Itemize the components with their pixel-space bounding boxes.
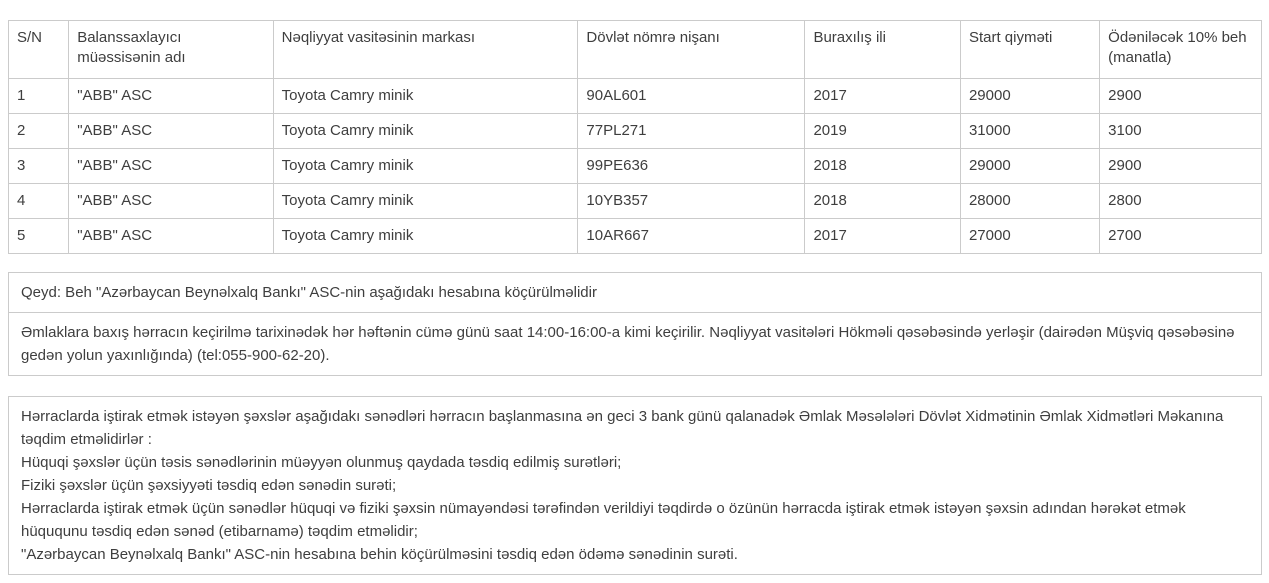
cell-sn: 3 xyxy=(9,149,69,184)
requirement-item: Fiziki şəxslər üçün şəxsiyyəti təsdiq edən sənədin surəti; xyxy=(21,477,397,494)
cell-vehicle-brand: Toyota Camry minik xyxy=(273,219,578,254)
note-box xyxy=(8,272,1262,376)
cell-balance-holder: "ABB" ASC xyxy=(69,114,273,149)
table-row xyxy=(9,79,1262,114)
cell-start-price: 29000 xyxy=(960,79,1099,114)
cell-vehicle-brand: Toyota Camry minik xyxy=(273,79,578,114)
table-row xyxy=(9,184,1262,219)
cell-sn: 2 xyxy=(9,114,69,149)
requirements-intro: Hərraclarda iştirak etmək istəyən şəxslər aşağıdakı sənədləri hərracın başlanmasına ən geci 3 bank günü qalanadək Əmlak Məsələləri Dövlət Xidmətinin Əmlak Xidmətləri Məkanına təqdim etməlidirlər : xyxy=(21,408,1224,448)
cell-balance-holder: "ABB" ASC xyxy=(69,149,273,184)
requirement-item: Hüquqi şəxslər üçün təsis sənədlərinin müəyyən olunmuş qaydada təsdiq edilmiş surətləri; xyxy=(21,454,622,471)
table-row xyxy=(9,219,1262,254)
cell-year: 2017 xyxy=(805,219,961,254)
cell-year: 2017 xyxy=(805,79,961,114)
cell-sn: 5 xyxy=(9,219,69,254)
cell-balance-holder: "ABB" ASC xyxy=(69,79,273,114)
cell-deposit: 2900 xyxy=(1100,79,1262,114)
cell-plate-number: 77PL271 xyxy=(578,114,805,149)
column-header-sn: S/N xyxy=(9,21,69,79)
cell-balance-holder: "ABB" ASC xyxy=(69,184,273,219)
requirements-box xyxy=(8,396,1262,575)
cell-start-price: 31000 xyxy=(960,114,1099,149)
column-header-start-price: Start qiyməti xyxy=(960,21,1099,79)
cell-deposit: 3100 xyxy=(1100,114,1262,149)
cell-vehicle-brand: Toyota Camry minik xyxy=(273,114,578,149)
cell-year: 2019 xyxy=(805,114,961,149)
cell-balance-holder: "ABB" ASC xyxy=(69,219,273,254)
note-viewing-text: Əmlaklara baxış hərracın keçirilmə tarixinədək hər həftənin cümə günü saat 14:00-16:00-a kimi keçirilir. Nəqliyyat vasitələri Hökməli qəsəbəsində yerləşir (dairədən Müşviq qəsəbəsinə gedən yolun yaxınlığında) (tel:055-900-62-20). xyxy=(9,312,1261,375)
cell-start-price: 28000 xyxy=(960,184,1099,219)
cell-plate-number: 99PE636 xyxy=(578,149,805,184)
cell-plate-number: 10YB357 xyxy=(578,184,805,219)
cell-start-price: 29000 xyxy=(960,149,1099,184)
cell-year: 2018 xyxy=(805,184,961,219)
column-header-balance-holder: Balanssaxlayıcı müəssisənin adı xyxy=(69,21,273,79)
cell-sn: 1 xyxy=(9,79,69,114)
column-header-deposit: Ödəniləcək 10% beh (manatla) xyxy=(1100,21,1262,79)
table-header-row xyxy=(9,21,1262,79)
requirement-item: Hərraclarda iştirak etmək üçün sənədlər hüquqi və fiziki şəxsin nümayəndəsi tərəfindən verildiyi təqdirdə o özünün hərracda iştirak etmək istəyən şəxsin adından hərəkət etmək hüququnu təsdiq edən sənəd (etibarnamə) təqdim etməlidir; xyxy=(21,500,1186,540)
note-payment-text: Qeyd: Beh "Azərbaycan Beynəlxalq Bankı" ASC-nin aşağıdakı hesabına köçürülməlidir xyxy=(21,284,597,301)
auction-vehicles-table xyxy=(8,20,1262,254)
cell-deposit: 2700 xyxy=(1100,219,1262,254)
cell-vehicle-brand: Toyota Camry minik xyxy=(273,149,578,184)
cell-sn: 4 xyxy=(9,184,69,219)
cell-plate-number: 10AR667 xyxy=(578,219,805,254)
requirement-item: "Azərbaycan Beynəlxalq Bankı" ASC-nin hesabına behin köçürülməsini təsdiq edən ödəmə sənədinin surəti. xyxy=(21,546,738,563)
column-header-year: Buraxılış ili xyxy=(805,21,961,79)
table-row xyxy=(9,149,1262,184)
cell-deposit: 2900 xyxy=(1100,149,1262,184)
column-header-vehicle-brand: Nəqliyyat vasitəsinin markası xyxy=(273,21,578,79)
cell-start-price: 27000 xyxy=(960,219,1099,254)
column-header-plate-number: Dövlət nömrə nişanı xyxy=(578,21,805,79)
table-row xyxy=(9,114,1262,149)
cell-plate-number: 90AL601 xyxy=(578,79,805,114)
cell-year: 2018 xyxy=(805,149,961,184)
cell-deposit: 2800 xyxy=(1100,184,1262,219)
cell-vehicle-brand: Toyota Camry minik xyxy=(273,184,578,219)
